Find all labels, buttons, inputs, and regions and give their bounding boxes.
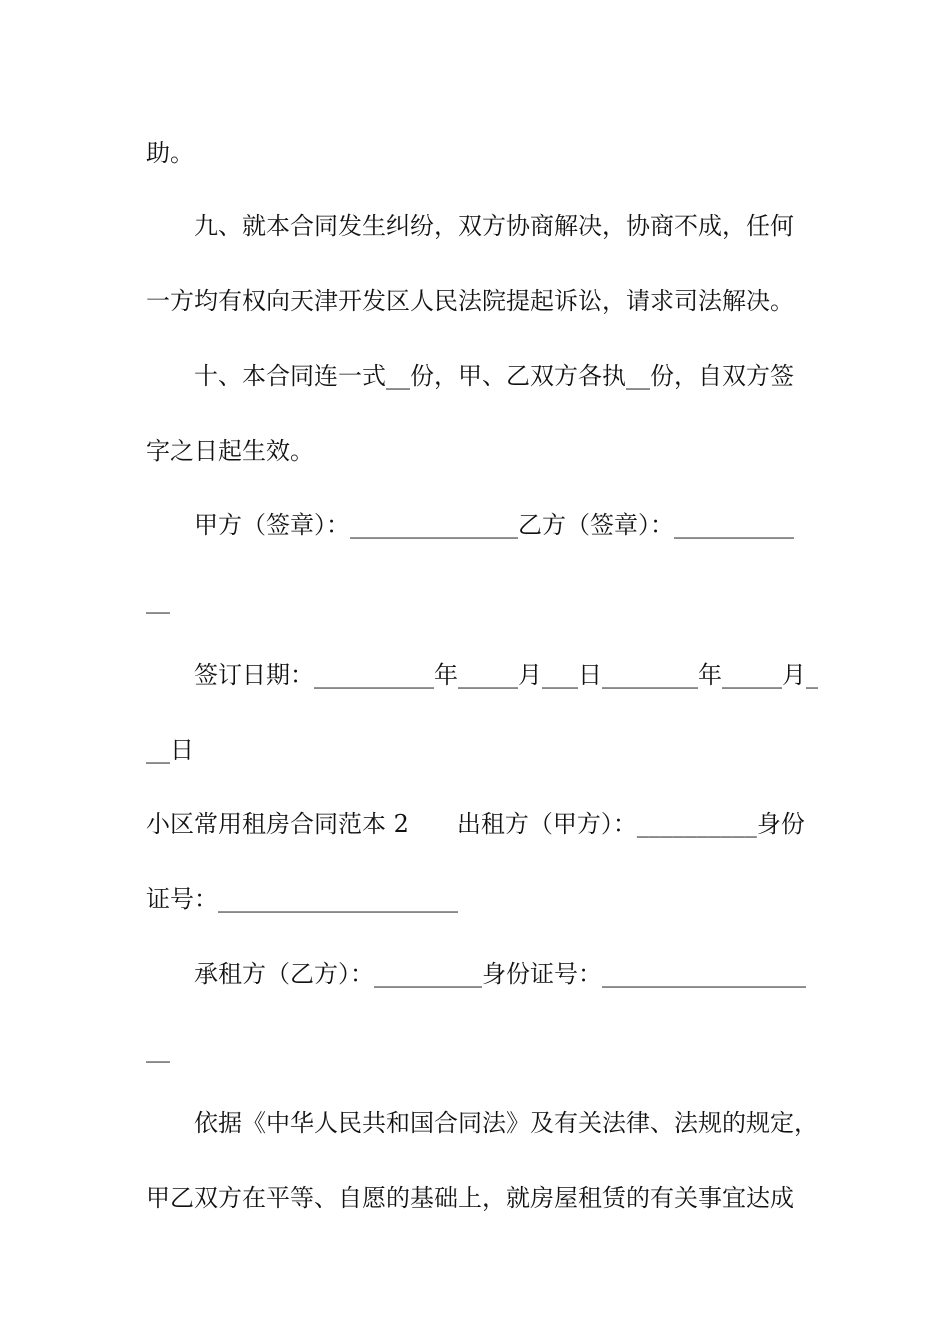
clause-9-line-1: 九、就本合同发生纠纷，双方协商解决，协商不成，任何 [194, 212, 794, 240]
signing-date-line-continued: __日 [146, 736, 194, 764]
lessee-line: 承租方（乙方）：_________身份证号：_________________ [194, 960, 806, 988]
signature-line-continued: __ [146, 586, 170, 614]
clause-10-line-1: 十、本合同连一式__份，甲、乙双方各执__份，自双方签 [194, 362, 794, 390]
contract-2-heading-line: 小区常用租房合同范本 2 出租方（甲方）：__________身份 [146, 810, 805, 838]
clause-10-line-2: 字之日起生效。 [146, 437, 314, 465]
preamble-line-1: 依据《中华人民共和国合同法》及有关法律、法规的规定， [194, 1109, 818, 1137]
signing-date-line: 签订日期：__________年_____月___日________年_____月_ [194, 661, 818, 689]
signature-line: 甲方（签章）：______________乙方（签章）：__________ [194, 511, 794, 539]
clause-9-line-2: 一方均有权向天津开发区人民法院提起诉讼，请求司法解决。 [146, 287, 794, 315]
lessor-id-line: 证号：____________________ [146, 885, 458, 913]
preamble-line-2: 甲乙双方在平等、自愿的基础上，就房屋租赁的有关事宜达成 [146, 1184, 794, 1212]
text-line: 助。 [146, 139, 194, 167]
lessee-line-continued: __ [146, 1035, 170, 1063]
